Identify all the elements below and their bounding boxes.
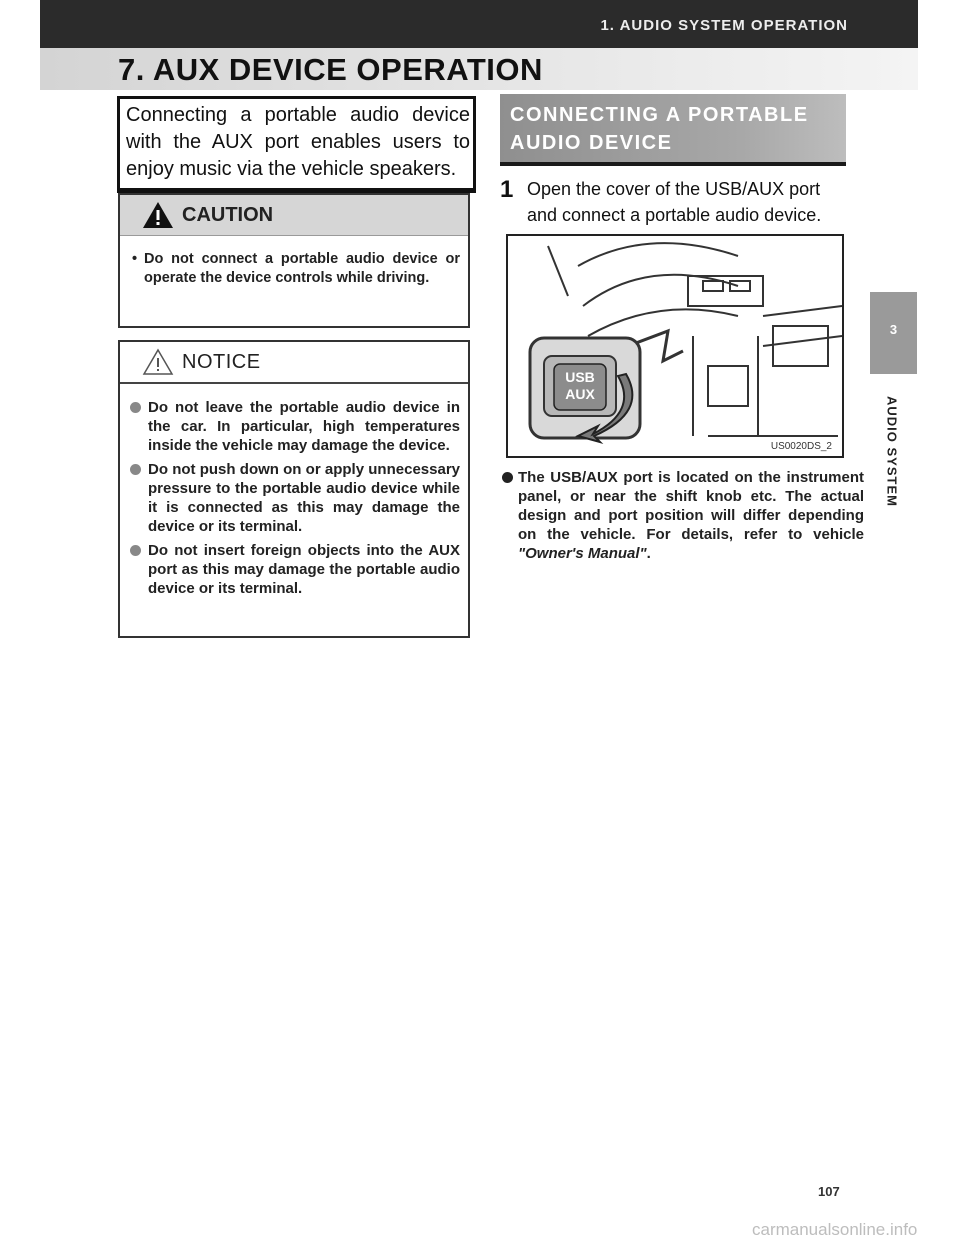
- section-title: 1. AUDIO SYSTEM OPERATION: [600, 17, 848, 34]
- caution-box: [118, 193, 470, 328]
- usb-aux-illustration: [506, 234, 844, 458]
- page-title: 7. AUX DEVICE OPERATION: [118, 52, 543, 87]
- chapter-number: 3: [889, 322, 898, 337]
- section-heading: [500, 94, 846, 166]
- figure-code: US0020DS_2: [770, 441, 832, 452]
- caution-item: • Do not connect a portable audio device or operate the device controls while driving.: [130, 250, 460, 288]
- notice-label: NOTICE: [182, 351, 261, 373]
- top-header-bar: [40, 0, 918, 48]
- notice-triangle-icon: [142, 348, 174, 376]
- step-text: Open the cover of the USB/AUX port and connect a portable audio device.: [527, 179, 822, 225]
- caution-label: CAUTION: [182, 204, 274, 226]
- owners-manual-reference: "Owner's Manual": [518, 545, 647, 562]
- aux-text: AUX: [565, 386, 595, 402]
- notice-box: [118, 340, 470, 638]
- chapter-label: AUDIO SYSTEM: [884, 396, 900, 507]
- section-heading-line2: AUDIO DEVICE: [510, 132, 673, 154]
- notice-item: Do not push down on or apply unnecessary pressure to the portable audio device while it is connected as this may damage the device or its terminal.: [130, 460, 460, 536]
- watermark: carmanualsonline.info: [752, 1220, 918, 1239]
- step-number: 1: [500, 176, 514, 203]
- section-heading-line1: CONNECTING A PORTABLE: [510, 104, 809, 126]
- chapter-tab: [870, 292, 917, 374]
- chapter-side-label: [880, 386, 904, 526]
- note-end: .: [646, 545, 651, 562]
- port-location-note: [500, 468, 864, 563]
- note-text: The USB/AUX port is located on the instrument panel, or near the shift knob etc. The actual design and port position will differ depending on the vehicle. For details, refer to vehicle: [518, 469, 864, 543]
- step-1: [500, 176, 848, 228]
- page-number: 107: [818, 1184, 840, 1199]
- caution-header: [120, 195, 468, 236]
- notice-item: Do not leave the portable audio device in the car. In particular, high temperatures inside the vehicle may damage the device.: [130, 398, 460, 455]
- dashboard-drawing: [508, 236, 842, 456]
- notice-header: [120, 342, 468, 384]
- notice-item: Do not insert foreign objects into the AUX port as this may damage the portable audio device or its terminal.: [130, 541, 460, 598]
- warning-triangle-icon: [142, 201, 174, 229]
- usb-text: USB: [565, 369, 595, 385]
- page-title-bar: [40, 48, 918, 90]
- intro-box: Connecting a portable audio device with the AUX port enables users to enjoy music via the vehicle speakers.: [117, 96, 476, 193]
